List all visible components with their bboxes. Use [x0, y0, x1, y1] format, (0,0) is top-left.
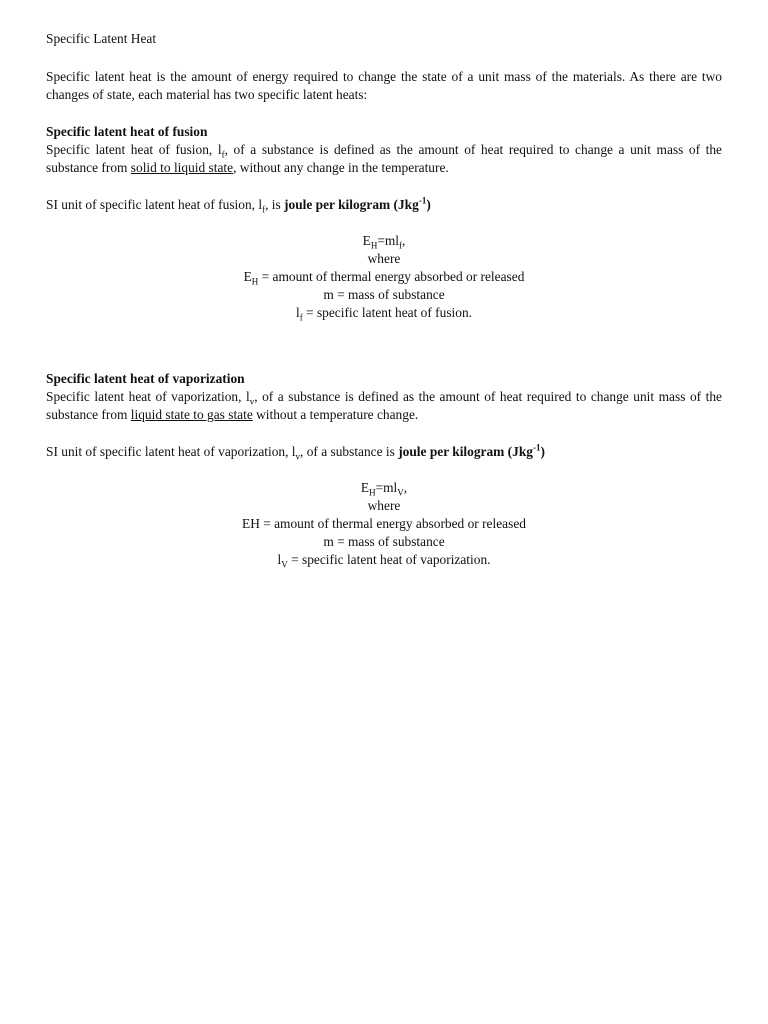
fusion-eq-sub-f: f	[399, 240, 403, 251]
vap-si-text-1: SI unit of specific latent heat of vaporization, l	[46, 444, 296, 459]
vap-def-text-1: Specific latent heat of vaporization, l	[46, 389, 250, 404]
fusion-equation-block	[46, 232, 722, 322]
vap-lv-l: l	[277, 552, 282, 567]
fusion-eq-sub-h: H	[370, 240, 378, 251]
fusion-eh-definition	[46, 268, 722, 286]
vap-si-sub: v	[295, 451, 301, 462]
fusion-lf-sub: f	[299, 312, 303, 323]
document-title: Specific Latent Heat	[46, 31, 157, 46]
fusion-si-close: )	[426, 197, 431, 212]
fusion-m-definition: m = mass of substance	[323, 287, 445, 302]
vaporization-definition	[46, 388, 722, 424]
vap-si-bold-text: joule per kilogram (Jkg	[398, 444, 533, 459]
fusion-where: where	[367, 251, 401, 266]
vap-eq-sub-v: V	[397, 487, 404, 498]
vap-lv-definition	[46, 551, 722, 569]
vap-si-unit-bold	[398, 444, 545, 459]
fusion-si-text-1: SI unit of specific latent heat of fusion, l	[46, 197, 263, 212]
vap-m-definition: m = mass of substance	[323, 534, 445, 549]
fusion-heading: Specific latent heat of fusion	[46, 124, 208, 139]
fusion-lf-rest: = specific latent heat of fusion.	[302, 305, 473, 320]
fusion-si-text-2: , is	[265, 197, 285, 212]
fusion-eh-rest: = amount of thermal energy absorbed or released	[258, 269, 525, 284]
fusion-def-text-2: , of a substance is defined as the amount of heat required to change a unit mass of the substance from	[46, 142, 723, 175]
vap-eq-end: ,	[403, 480, 408, 495]
vap-si-sup: -1	[532, 442, 541, 453]
fusion-def-text-3: , without any change in the temperature.	[233, 160, 449, 175]
fusion-lf-l: l	[295, 305, 300, 320]
fusion-si-sup: -1	[418, 195, 427, 206]
section-spacer	[46, 322, 722, 370]
vap-eh-definition: EH = amount of thermal energy absorbed or released	[242, 516, 526, 531]
vap-equation	[46, 479, 722, 497]
fusion-si-sub: f	[262, 204, 266, 215]
vap-lv-sub: V	[281, 559, 288, 570]
vaporization-si-unit	[46, 443, 722, 461]
vap-def-underlined: liquid state to gas state	[130, 407, 253, 422]
vaporization-heading: Specific latent heat of vaporization	[46, 371, 245, 386]
fusion-def-sub: f	[221, 149, 225, 160]
fusion-eq-mid: =ml	[377, 233, 400, 248]
fusion-eh-sub: H	[251, 276, 259, 287]
fusion-eq-end: ,	[402, 233, 406, 248]
vap-def-text-3: without a temperature change.	[252, 407, 419, 422]
vap-def-text-2: , of a substance is defined as the amount of heat required to change unit mass of the substance from	[46, 389, 722, 422]
fusion-si-unit	[46, 196, 722, 214]
fusion-lf-definition	[46, 304, 722, 322]
fusion-definition	[46, 141, 722, 177]
fusion-eq-e: E	[362, 233, 371, 248]
fusion-si-bold-text: joule per kilogram (Jkg	[284, 197, 419, 212]
fusion-equation	[46, 232, 722, 250]
intro-paragraph: Specific latent heat is the amount of energy required to change the state of a unit mass of the materials. As there are two changes of state, each material has two specific latent heats:	[46, 69, 722, 102]
fusion-def-text-1: Specific latent heat of fusion, l	[46, 142, 222, 157]
fusion-def-underlined: solid to liquid state	[130, 160, 234, 175]
vap-eq-mid: =ml	[375, 480, 398, 495]
vap-eq-sub-h: H	[369, 487, 376, 498]
vap-lv-rest: = specific latent heat of vaporization.	[287, 552, 491, 567]
fusion-eh-e: E	[243, 269, 252, 284]
vap-eq-e: E	[360, 480, 370, 495]
vap-where: where	[367, 498, 401, 513]
vap-def-sub: v	[249, 396, 255, 407]
vaporization-equation-block	[46, 479, 722, 569]
vap-si-text-2: , of a substance is	[300, 444, 399, 459]
fusion-si-unit-bold	[284, 197, 431, 212]
vap-si-close: )	[540, 444, 545, 459]
